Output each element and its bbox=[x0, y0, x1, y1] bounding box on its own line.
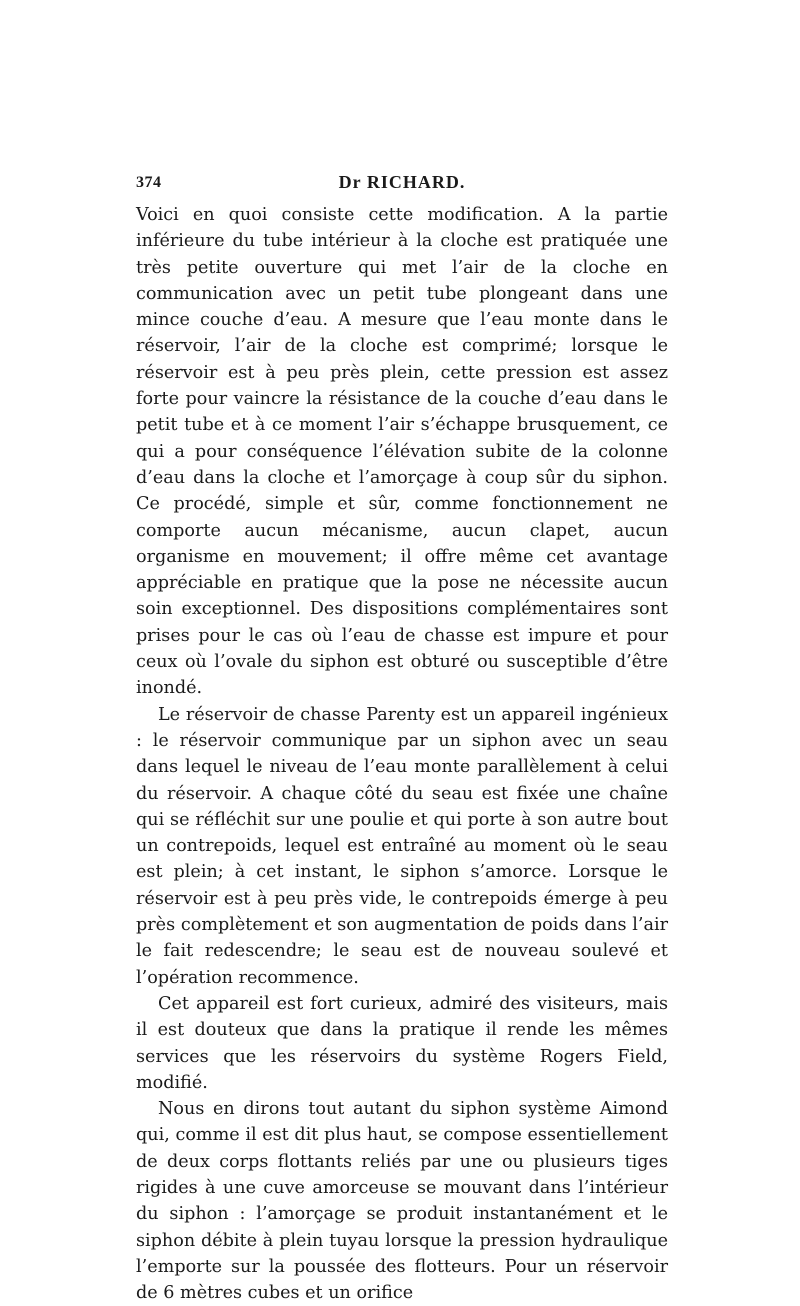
paragraph-3: Cet appareil est fort curieux, admiré des visiteurs, mais il est douteux que dans la pratique il rende les mêmes services que les réservoirs du système Rogers Field, modifié. bbox=[136, 993, 668, 1093]
page-header bbox=[136, 170, 668, 200]
running-head: Dr RICHARD. bbox=[338, 172, 466, 192]
book-page bbox=[136, 170, 668, 1306]
body-text bbox=[136, 202, 668, 1306]
page-number: 374 bbox=[136, 174, 162, 191]
paragraph-2: Le réservoir de chasse Parenty est un appareil ingénieux : le réservoir communique par un siphon avec un seau dans lequel le niveau de l’eau monte parallèlement à celui du réservoir. A chaque côté du seau est fixée une chaîne qui se réfléchit sur une poulie et qui porte à son autre bout un contrepoids, lequel est entraîné au moment où le seau est plein; à cet instant, le siphon s’amorce. Lorsque le réservoir est à peu près vide, le contrepoids émerge à peu près complètement et son augmentation de poids dans l’air le fait redescendre; le seau est de nouveau soulevé et l’opération recommence. bbox=[136, 704, 668, 988]
paragraph-1: Voici en quoi consiste cette modification. A la partie inférieure du tube intérieur à la cloche est pratiquée une très petite ouverture qui met l’air de la cloche en communication avec un petit tube plongeant dans une mince couche d’eau. A mesure que l’eau monte dans le réservoir, l’air de la cloche est comprimé; lorsque le réservoir est à peu près plein, cette pression est assez forte pour vaincre la résistance de la couche d’eau dans le petit tube et à ce moment l’air s’échappe brusquement, ce qui a pour conséquence l’élévation subite de la colonne d’eau dans la cloche et l’amorçage à coup sûr du siphon. Ce procédé, simple et sûr, comme fonctionnement ne comporte aucun mécanisme, aucun clapet, aucun organisme en mouvement; il offre même cet avantage appréciable en pratique que la pose ne nécessite aucun soin exceptionnel. Des dispositions complémentaires sont prises pour le cas où l’eau de chasse est impure et pour ceux où l’ovale du siphon est obturé ou susceptible d’être inondé. bbox=[136, 205, 668, 699]
paragraph-4: Nous en dirons tout autant du siphon système Aimond qui, comme il est dit plus haut, se compose essentiellement de deux corps flottants reliés par une ou plusieurs tiges rigides à une cuve amorceuse se mouvant dans l’intérieur du siphon : l’amorçage se produit instantanément et le siphon débite à plein tuyau lorsque la pression hydraulique l’emporte sur la poussée des flotteurs. Pour un réservoir de 6 mètres cubes et un orifice bbox=[136, 1099, 668, 1304]
